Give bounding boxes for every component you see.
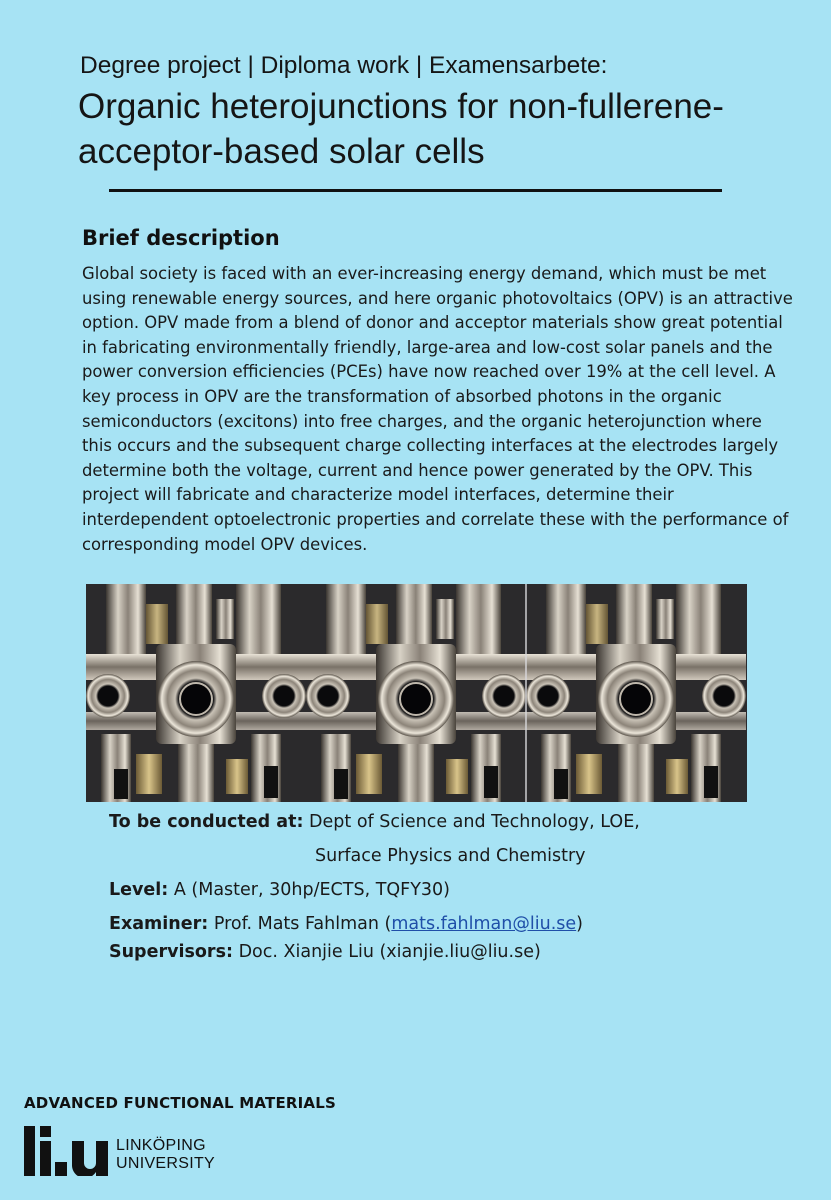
university-line2: UNIVERSITY <box>116 1155 216 1172</box>
level-value: A (Master, 30hp/ECTS, TQFY30) <box>173 880 451 900</box>
page-title: Organic heterojunctions for non-fullerene-acceptor-based solar cells <box>78 87 724 171</box>
examiner-row <box>109 914 583 934</box>
header-subtitle: Degree project | Diploma work | Examensarbete: <box>80 52 608 79</box>
university-name <box>116 1137 215 1173</box>
supervisors-value: Doc. Xianjie Liu (xianjie.liu@liu.se) <box>238 942 541 962</box>
level-label: Level: <box>109 880 169 900</box>
group-label: ADVANCED FUNCTIONAL MATERIALS <box>24 1094 336 1112</box>
university-line1: LINKÖPING <box>116 1137 206 1154</box>
supervisors-label: Supervisors: <box>109 942 233 962</box>
title-divider <box>109 189 722 192</box>
brief-description-heading: Brief description <box>82 226 280 250</box>
examiner-name: Prof. Mats Fahlman ( <box>213 914 392 934</box>
examiner-email-link[interactable]: mats.fahlman@liu.se <box>391 914 577 934</box>
level-row <box>109 880 450 900</box>
supervisors-row <box>109 942 541 962</box>
vacuum-chamber-image <box>86 584 747 802</box>
location-label: To be conducted at: <box>109 812 304 832</box>
location-value-line2: Surface Physics and Chemistry <box>315 846 586 866</box>
equipment-photo <box>86 584 747 802</box>
brief-description-text: Global society is faced with an ever-increasing energy demand, which must be met using renewable energy sources, and here organic photovoltaics (OPV) is an attractive option. OPV made from a blend of donor and acceptor materials show great potential in fabricating environmentally friendly, large-area and low-cost solar panels and the power conversion efficiencies (PCEs) have now reached over 19% at the cell level. A key process in OPV are the transformation of absorbed photons in the organic semiconductors (excitons) into free charges, and the organic heterojunction where this occurs and the subsequent charge collecting interfaces at the electrodes largely determine both the voltage, current and hence power generated by the OPV. This project will fabricate and characterize model interfaces, determine their interdependent optoelectronic properties and correlate these with the performance of corresponding model OPV devices. <box>82 264 793 554</box>
examiner-close: ) <box>576 914 583 934</box>
location-value-line1: Dept of Science and Technology, LOE, <box>309 812 640 832</box>
examiner-label: Examiner: <box>109 914 209 934</box>
location-row <box>109 812 640 832</box>
liu-logo-icon <box>24 1122 112 1176</box>
